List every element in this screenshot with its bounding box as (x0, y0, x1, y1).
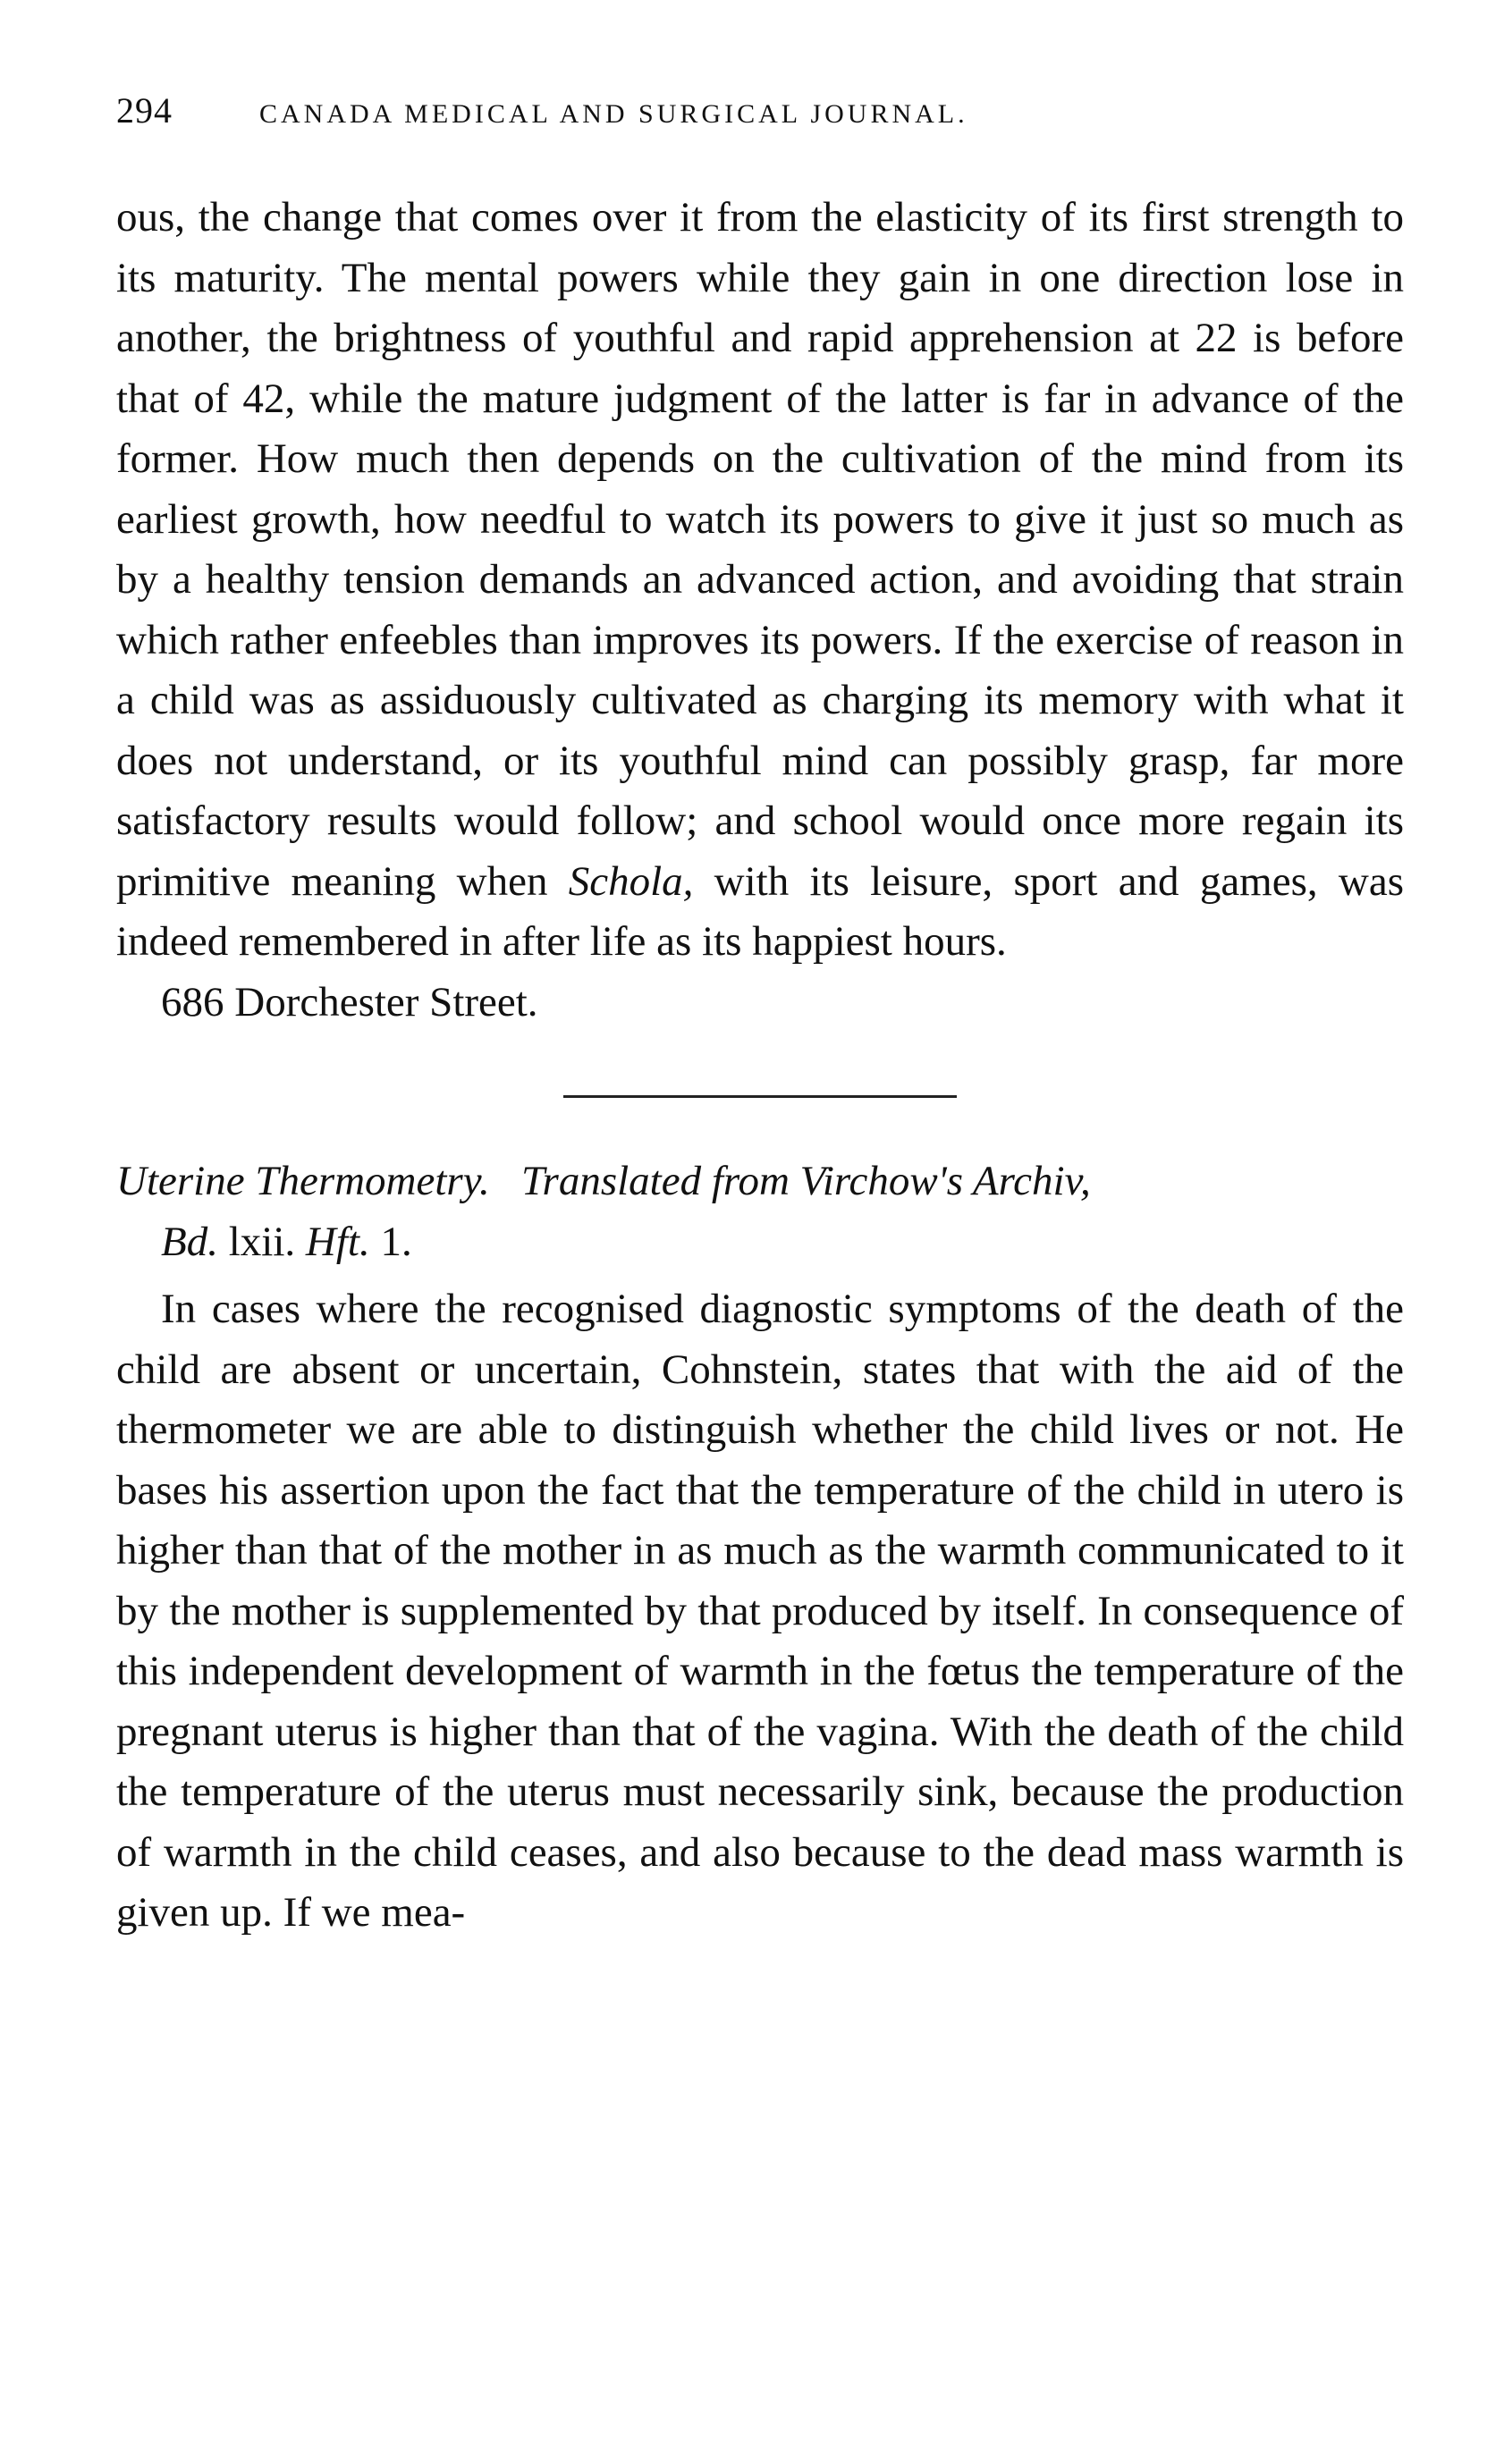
continued-paragraph (116, 188, 1404, 973)
running-head (116, 89, 1404, 143)
article-source-volume (116, 1212, 1404, 1273)
hft-label: Hft. (305, 1218, 370, 1265)
article-source: Translated from Virchow's Archiv, (520, 1158, 1091, 1204)
journal-page (116, 89, 1404, 1944)
section-divider (563, 1095, 957, 1098)
author-address: 686 Dorchester Street. (161, 978, 538, 1025)
article-body (116, 1279, 1404, 1944)
paragraph-text-before-italic: ous, the change that comes over it from the elasticity of its first strength to its maturity. The mental powers while they gain in one direction lose in another, the brightness of youthful and rapid apprehension at 22 is before that of 42, while the mature judgment of the latter is far in advance of the former. How much then depends on the cultivation of the mind from its earliest growth, how needful to watch its powers to give it just so much as by a healthy tension demands an advanced action, and avoiding that strain which rather enfeebles than improves its powers. If the exercise of reason in a child was as assiduously cultivated as charging its memory with what it does not understand, or its youthful mind can possibly grasp, far more satisfactory results would follow; and school would once more regain its primitive meaning when (116, 194, 1404, 905)
article-heading (116, 1152, 1404, 1272)
page-number: 294 (116, 90, 173, 131)
italic-term-schola: Schola, (568, 857, 694, 905)
paragraph-text-after-italic: with its leisure, sport and games, was indeed remembered in after life as its happiest hours. (116, 857, 1404, 965)
bd-label: Bd. (161, 1218, 218, 1265)
journal-title: CANADA MEDICAL AND SURGICAL JOURNAL. (259, 99, 968, 129)
article-title: Uterine Thermometry. (116, 1158, 490, 1204)
hft-value: 1. (369, 1218, 412, 1265)
bd-value: lxii. (217, 1218, 306, 1265)
article-paragraph: In cases where the recognised diagnostic symptoms of the death of the child are absent or uncertain, Cohnstein, states that with the aid of the thermometer we are able to distinguish whether the child lives or not. He bases his assertion upon the fact that the temperature of the child in utero is higher than that of the mother in as much as the warmth communicated to it by the mother is supplemented by that produced by itself. In consequence of this independent development of warmth in the fœtus the temperature of the pregnant uterus is higher than that of the vagina. With the death of the child the temperature of the uterus must necessarily sink, because the production of warmth in the child ceases, and also because to the dead mass warmth is given up. If we mea- (116, 1286, 1404, 1936)
